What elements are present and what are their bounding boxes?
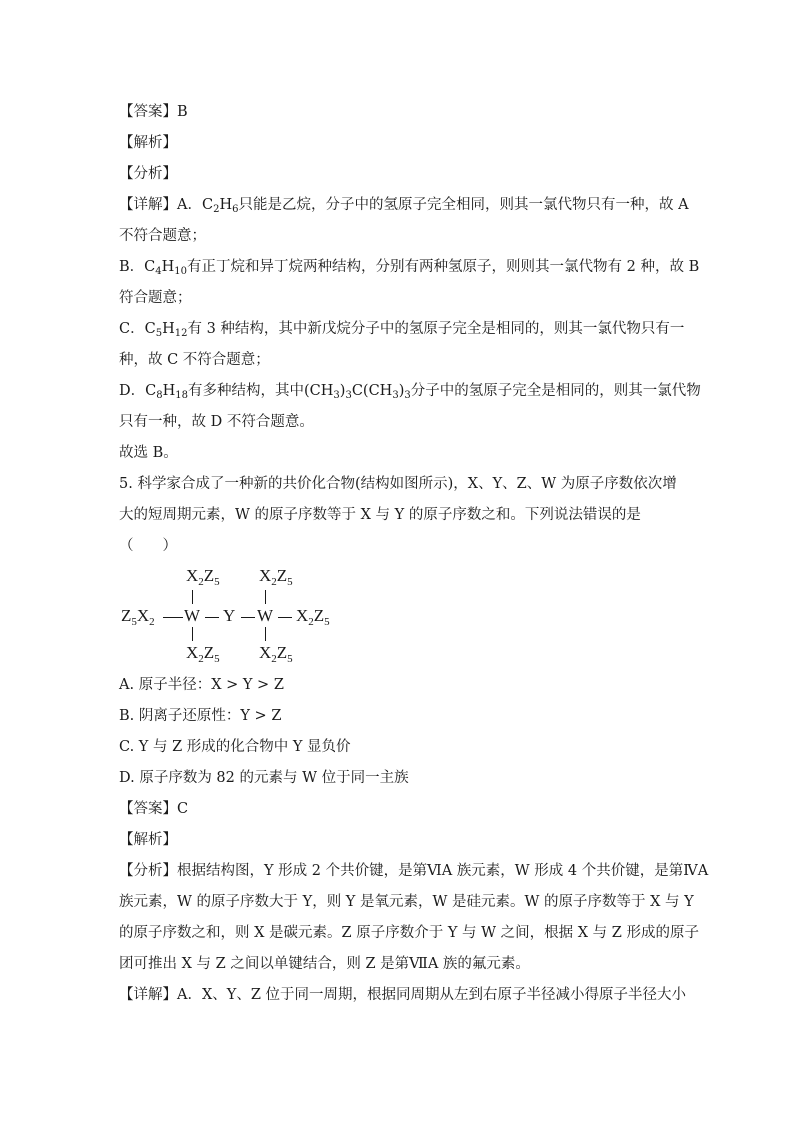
- bond-left: [163, 617, 183, 618]
- atom-w-left: W: [184, 606, 201, 625]
- bond-bottom-right: [265, 627, 266, 641]
- option-b: B. 阴离子还原性：Y > Z: [119, 708, 282, 724]
- formula-right-group: $X_2Z_5$: [296, 606, 330, 628]
- formula-bottom-left-group: $X_2Z_5$: [186, 643, 220, 665]
- analysis-heading-2: 【解析】: [119, 832, 177, 848]
- question-5-blank: （ ）: [119, 538, 177, 554]
- atom-w-right: W: [257, 606, 274, 625]
- analysis-subheading-1: 【分析】: [119, 166, 177, 182]
- detail-line-a: 【详解】A．$C_2H_6$只能是乙烷，分子中的氢原子完全相同，则其一氯代物只有一种，故 A: [119, 197, 689, 215]
- formula-left-group: $Z_5X_2$: [121, 606, 155, 628]
- question-5-line-1: 5. 科学家合成了一种新的共价化合物(结构如图所示)，X、Y、Z、W 为原子序数依次增: [119, 476, 677, 492]
- analysis-heading-1: 【解析】: [119, 135, 177, 151]
- answer-label-2: 【答案】C: [119, 801, 189, 817]
- formula-bottom-right-group: $X_2Z_5$: [259, 643, 293, 665]
- detail-para-line-1: 【详解】A．X、Y、Z 位于同一周期，根据同周期从左到右原子半径减小得原子半径大小: [119, 987, 687, 1003]
- detail-line-d: D．$C_8H_{18}$有多种结构，其中$(CH_3)_3C(CH_3)_3$分子中的氢原子完全是相同的，则其一氯代物: [119, 383, 701, 401]
- option-a: A. 原子半径：X > Y > Z: [119, 677, 284, 693]
- conclusion-line: 故选 B。: [119, 445, 178, 461]
- detail-line-c-cont: 种，故 C 不符合题意；: [119, 352, 270, 368]
- analysis-para-line-1: 【分析】根据结构图，Y 形成 2 个共价键，是第ⅥA 族元素，W 形成 4 个共价键，是第ⅣA: [119, 863, 709, 879]
- bond-w-y: [205, 617, 219, 618]
- bond-right: [278, 617, 292, 618]
- detail-line-b-cont: 符合题意；: [119, 290, 192, 306]
- bond-top-left: [192, 590, 193, 604]
- formula-top-right-group: $X_2Z_5$: [259, 566, 293, 588]
- detail-line-b: B．$C_4H_{10}$有正丁烷和异丁烷两种结构，分别有两种氢原子，则则其一氯代物有 2 种，故 B: [119, 259, 700, 277]
- bond-top-right: [265, 590, 266, 604]
- atom-y: Y: [223, 606, 236, 625]
- bond-y-w: [241, 617, 255, 618]
- analysis-para-line-4: 团可推出 X 与 Z 之间以单键结合，则 Z 是第ⅦA 族的氟元素。: [119, 956, 530, 972]
- detail-line-a-cont: 不符合题意；: [119, 228, 206, 244]
- bond-bottom-left: [192, 627, 193, 641]
- option-c: C. Y 与 Z 形成的化合物中 Y 显负价: [119, 739, 351, 755]
- answer-label-1: 【答案】B: [119, 104, 188, 120]
- option-d: D. 原子序数为 82 的元素与 W 位于同一主族: [119, 770, 409, 786]
- analysis-para-line-2: 族元素，W 的原子序数大于 Y，则 Y 是氧元素，W 是硅元素。W 的原子序数等于 X 与 Y: [119, 894, 694, 910]
- structural-formula: [119, 566, 359, 666]
- detail-line-c: C．$C_5H_{12}$有 3 种结构，其中新戊烷分子中的氢原子完全是相同的，则其一氯代物只有一: [119, 321, 685, 339]
- question-5-line-2: 大的短周期元素，W 的原子序数等于 X 与 Y 的原子序数之和。下列说法错误的是: [119, 507, 641, 523]
- detail-line-d-cont: 只有一种，故 D 不符合题意。: [119, 414, 314, 430]
- analysis-para-line-3: 的原子序数之和，则 X 是碳元素。Z 原子序数介于 Y 与 W 之间，根据 X 与 Z 形成的原子: [119, 925, 699, 941]
- formula-top-left-group: $X_2Z_5$: [186, 566, 220, 588]
